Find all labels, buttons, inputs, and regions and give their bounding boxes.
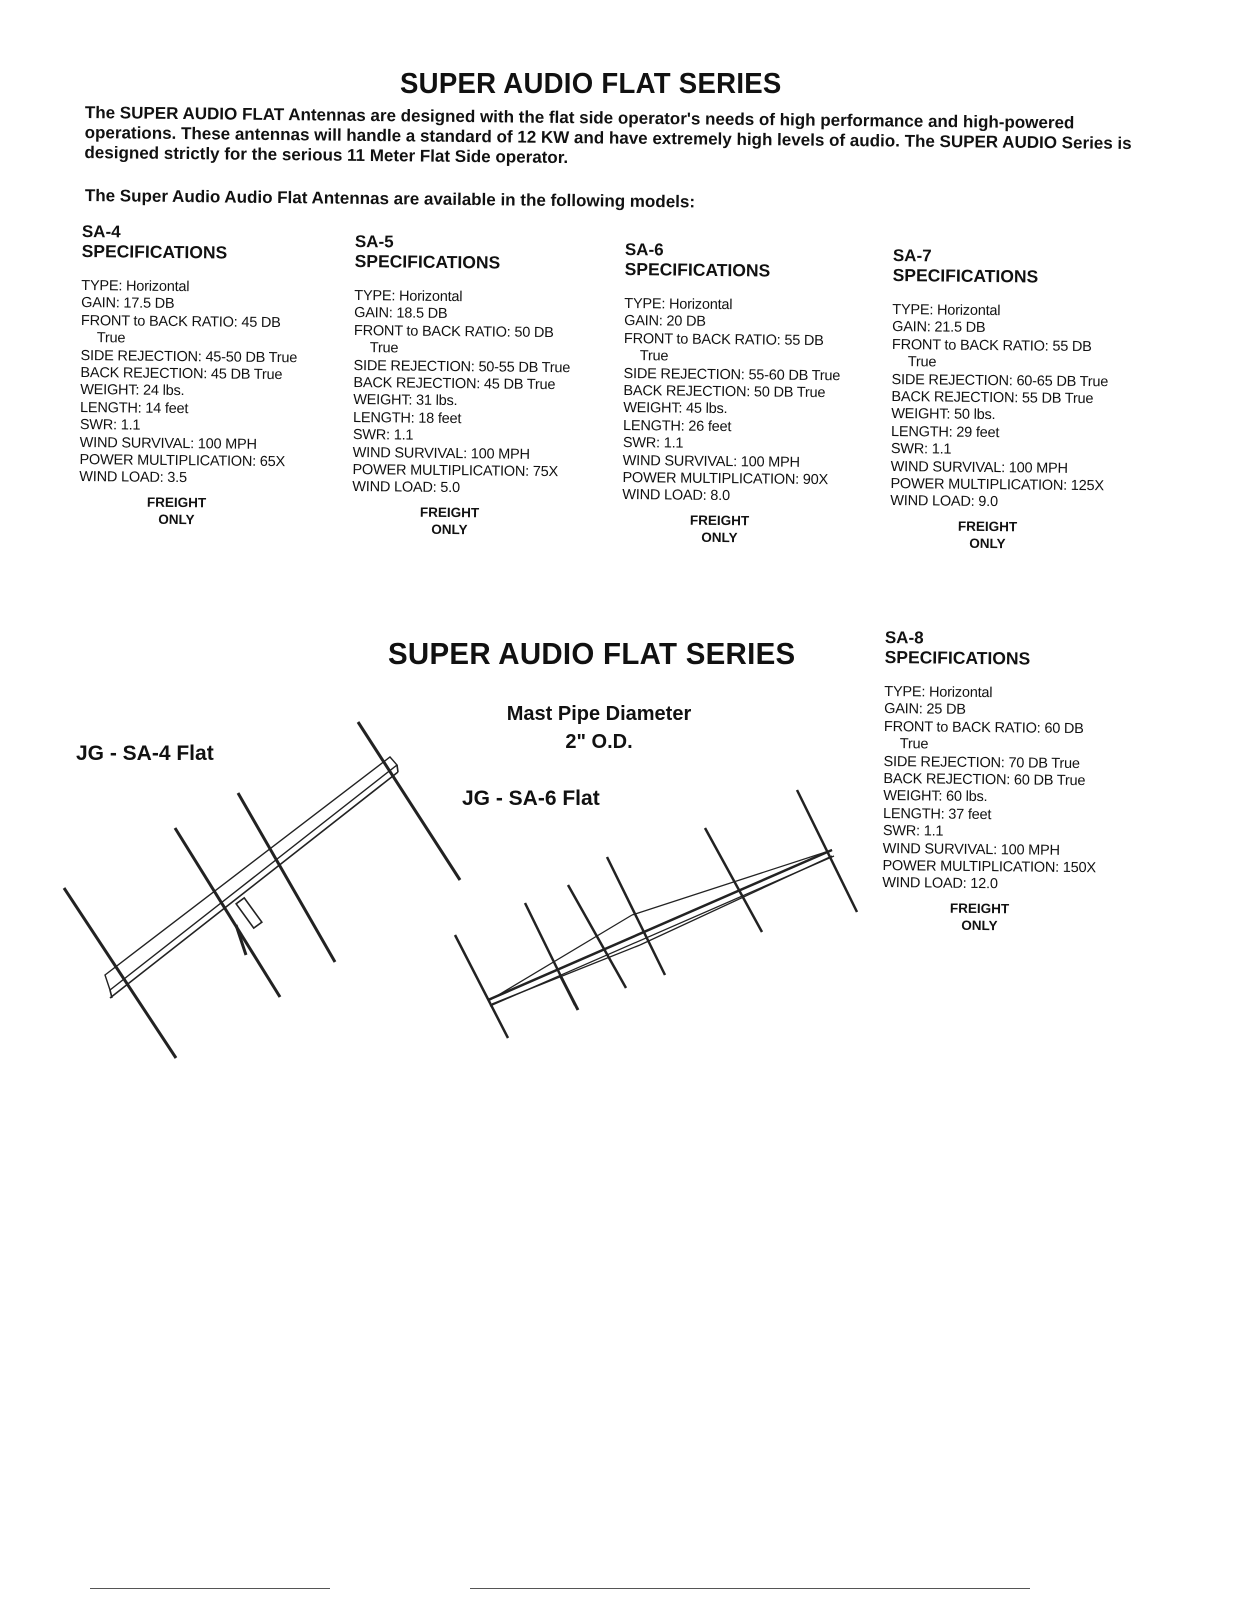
freight-line-1: FREIGHT: [689, 512, 750, 529]
spec-front-back-true: True: [899, 736, 929, 753]
spec-back-rejection: BACK REJECTION: 45 DB True: [353, 375, 556, 394]
spec-side-rejection: SIDE REJECTION: 60-65 DB True: [891, 371, 1109, 390]
spec-wind-survival: WIND SURVIVAL: 100 MPH: [890, 458, 1068, 477]
spec-wind-survival: WIND SURVIVAL: 100 MPH: [352, 444, 530, 463]
spec-type: TYPE: Horizontal: [892, 301, 1001, 320]
spec-wind-load: WIND LOAD: 12.0: [882, 875, 998, 893]
spec-length: LENGTH: 29 feet: [890, 423, 1000, 441]
spec-front-back: FRONT to BACK RATIO: 50 DB: [353, 322, 554, 341]
spec-heading: SPECIFICATIONS: [624, 258, 771, 281]
section-title: SUPER AUDIO FLAT SERIES: [388, 636, 796, 671]
spec-side-rejection: SIDE REJECTION: 55-60 DB True: [623, 365, 841, 384]
spec-swr: SWR: 1.1: [352, 427, 414, 444]
spec-weight: WEIGHT: 45 lbs.: [623, 400, 728, 418]
spec-weight: WEIGHT: 60 lbs.: [883, 788, 988, 806]
spec-wind-survival: WIND SURVIVAL: 100 MPH: [882, 840, 1060, 859]
spec-heading: SPECIFICATIONS: [892, 264, 1039, 287]
spec-side-rejection: SIDE REJECTION: 70 DB True: [883, 753, 1080, 772]
spec-gain: GAIN: 20 DB: [624, 313, 706, 331]
spec-back-rejection: BACK REJECTION: 60 DB True: [883, 771, 1086, 790]
freight-line-1: FREIGHT: [146, 494, 207, 511]
spec-weight: WEIGHT: 50 lbs.: [891, 406, 996, 424]
spec-weight: WEIGHT: 31 lbs.: [353, 392, 458, 410]
freight-line-2: ONLY: [701, 529, 738, 546]
spec-heading: SPECIFICATIONS: [81, 240, 228, 263]
spec-front-back-true: True: [96, 330, 126, 347]
spec-front-back-true: True: [369, 340, 399, 357]
freight-line-2: ONLY: [431, 521, 468, 538]
spec-back-rejection: BACK REJECTION: 55 DB True: [891, 389, 1094, 408]
freight-line-2: ONLY: [158, 511, 195, 528]
freight-line-1: FREIGHT: [957, 518, 1018, 535]
spec-front-back: FRONT to BACK RATIO: 60 DB: [883, 718, 1084, 737]
spec-power-multiplication: POWER MULTIPLICATION: 75X: [352, 462, 559, 481]
spec-wind-load: WIND LOAD: 5.0: [352, 479, 460, 497]
spec-type: TYPE: Horizontal: [624, 295, 733, 314]
spec-back-rejection: BACK REJECTION: 45 DB True: [80, 365, 283, 384]
spec-wind-survival: WIND SURVIVAL: 100 MPH: [79, 434, 257, 453]
mast-line-2: 2" O.D.: [565, 731, 633, 753]
spec-type: TYPE: Horizontal: [81, 277, 190, 296]
freight-line-1: FREIGHT: [419, 504, 480, 521]
spec-length: LENGTH: 18 feet: [352, 409, 462, 427]
model-name: SA-8: [884, 628, 924, 648]
sa6-figure-label: JG - SA-6 Flat: [462, 787, 600, 810]
spec-swr: SWR: 1.1: [622, 435, 684, 452]
sa6-antenna-drawing: [455, 790, 857, 1038]
page-bottom-rule: [470, 1588, 1030, 1589]
freight-line-2: ONLY: [969, 535, 1006, 552]
spec-power-multiplication: POWER MULTIPLICATION: 125X: [890, 476, 1105, 495]
sa4-antenna-drawing: [64, 722, 460, 1058]
spec-side-rejection: SIDE REJECTION: 45-50 DB True: [80, 347, 298, 366]
spec-type: TYPE: Horizontal: [354, 287, 463, 306]
spec-gain: GAIN: 21.5 DB: [892, 319, 986, 337]
spec-side-rejection: SIDE REJECTION: 50-55 DB True: [353, 357, 571, 376]
spec-heading: SPECIFICATIONS: [354, 250, 501, 273]
spec-front-back-true: True: [639, 348, 669, 365]
spec-power-multiplication: POWER MULTIPLICATION: 90X: [622, 470, 829, 489]
spec-weight: WEIGHT: 24 lbs.: [80, 382, 185, 400]
spec-heading: SPECIFICATIONS: [884, 646, 1031, 669]
spec-wind-load: WIND LOAD: 8.0: [622, 487, 730, 505]
intro-paragraph: The SUPER AUDIO FLAT Antennas are designed with the flat side operator's needs of high performance and high-powered operations. These antennas will handle a standard of 12 KW and have extremely high levels of audio. The SUPER AUDIO Series is designed strictly for the serious 11 Meter Flat Side operator.: [84, 103, 1132, 168]
spec-length: LENGTH: 37 feet: [882, 805, 992, 823]
spec-gain: GAIN: 25 DB: [884, 701, 966, 719]
sa4-figure-label: JG - SA-4 Flat: [76, 742, 214, 765]
spec-power-multiplication: POWER MULTIPLICATION: 150X: [882, 858, 1097, 877]
model-name: SA-5: [354, 232, 394, 252]
spec-front-back: FRONT to BACK RATIO: 55 DB: [623, 330, 824, 349]
spec-wind-survival: WIND SURVIVAL: 100 MPH: [622, 452, 800, 471]
model-name: SA-7: [892, 246, 932, 266]
spec-type: TYPE: Horizontal: [884, 683, 993, 702]
spec-front-back-true: True: [907, 354, 937, 371]
spec-gain: GAIN: 18.5 DB: [354, 305, 448, 323]
spec-front-back: FRONT to BACK RATIO: 45 DB: [80, 312, 281, 331]
spec-length: LENGTH: 14 feet: [79, 399, 189, 417]
page-title: SUPER AUDIO FLAT SERIES: [400, 68, 782, 100]
page-bottom-rule: [90, 1588, 330, 1589]
model-name: SA-4: [81, 222, 121, 242]
mast-line-1: Mast Pipe Diameter: [506, 703, 692, 725]
spec-gain: GAIN: 17.5 DB: [81, 295, 175, 313]
freight-line-1: FREIGHT: [949, 900, 1010, 917]
spec-swr: SWR: 1.1: [890, 441, 952, 458]
availability-text: The Super Audio Audio Flat Antennas are available in the following models:: [84, 186, 696, 212]
model-name: SA-6: [624, 240, 664, 260]
freight-line-2: ONLY: [961, 917, 998, 934]
spec-swr: SWR: 1.1: [882, 823, 944, 840]
spec-power-multiplication: POWER MULTIPLICATION: 65X: [79, 452, 286, 471]
spec-wind-load: WIND LOAD: 3.5: [79, 469, 187, 487]
spec-swr: SWR: 1.1: [79, 417, 141, 434]
spec-wind-load: WIND LOAD: 9.0: [890, 493, 998, 511]
spec-back-rejection: BACK REJECTION: 50 DB True: [623, 383, 826, 402]
spec-front-back: FRONT to BACK RATIO: 55 DB: [891, 336, 1092, 355]
spec-length: LENGTH: 26 feet: [622, 417, 732, 435]
